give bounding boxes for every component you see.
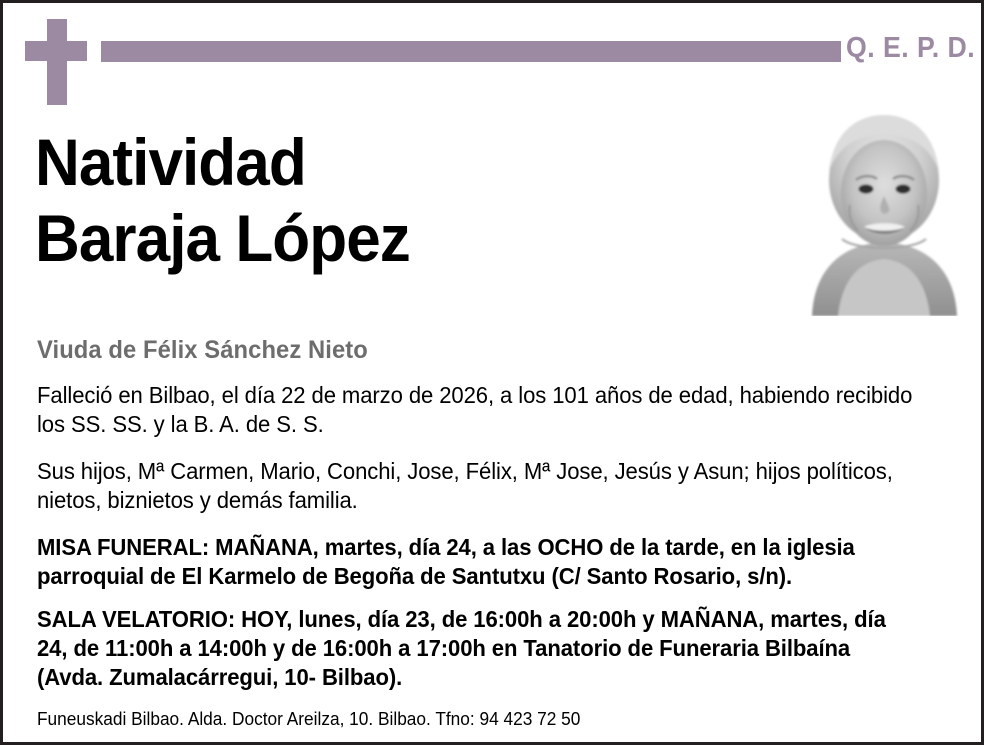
family-paragraph: Sus hijos, Mª Carmen, Mario, Conchi, Jose, Félix, Mª Jose, Jesús y Asun; hijos políticos, nietos, biznietos y demás familia. (37, 458, 893, 513)
header-rule (101, 41, 841, 62)
surnames: Baraja López (35, 201, 410, 275)
rest-in-peace-abbrev: Q. E. P. D. (846, 32, 976, 64)
death-notice-paragraph: Falleció en Bilbao, el día 22 de marzo de 2026, a los 101 años de edad, habiendo recibido los SS. SS. y la B. A. de S. S. (37, 382, 913, 437)
funeral-mass-paragraph: MISA FUNERAL: MAÑANA, martes, día 24, a las OCHO de la tarde, en la iglesia parroquial de El Karmelo de Begoña de Santutxu (C/ Santo Rosario, s/n). (37, 534, 855, 589)
notice-body (37, 381, 953, 706)
funeral-agency-line: Funeuskadi Bilbao. Alda. Doctor Areilza, 10. Bilbao. Tfno: 94 423 72 50 (37, 709, 581, 729)
portrait-photo (798, 101, 971, 316)
cross-vertical-bar (47, 19, 67, 105)
cross-horizontal-bar (25, 41, 87, 61)
spouse-line: Viuda de Félix Sánchez Nieto (37, 336, 368, 364)
given-name: Natividad (35, 125, 306, 199)
notice-header (3, 3, 981, 107)
deceased-name (35, 125, 775, 281)
vigil-room-paragraph: SALA VELATORIO: HOY, lunes, día 23, de 16:00h a 20:00h y MAÑANA, martes, día 24, de 11:00h a 14:00h y de 16:00h a 17:00h en Tanatorio de Funeraria Bilbaína (Avda. Zumalacárregui, 10- Bilbao). (37, 606, 886, 690)
cross-icon (25, 19, 87, 105)
